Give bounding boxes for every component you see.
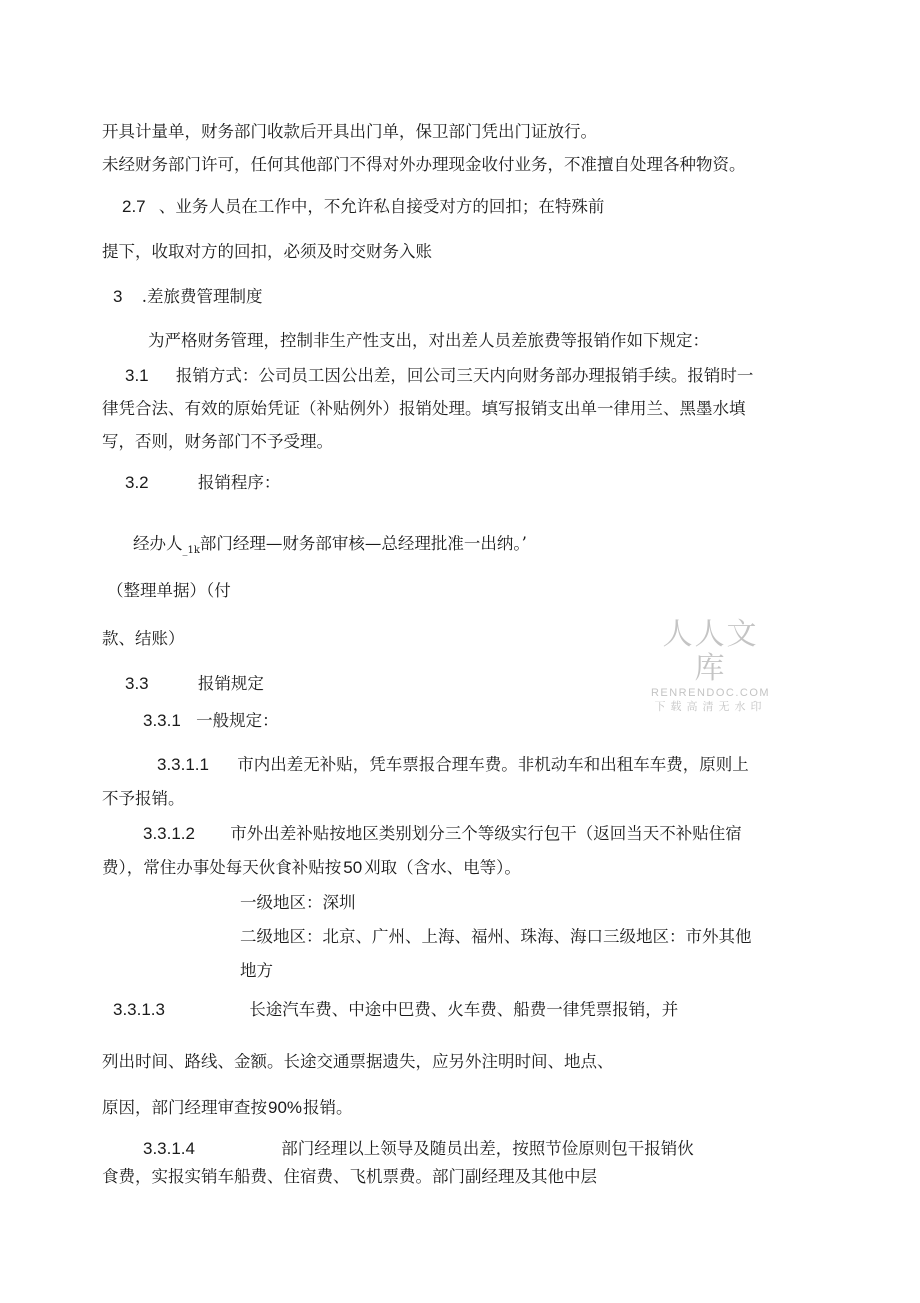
intro-paragraph: 为严格财务管理，控制非生产性支出，对出差人员差旅费等报销作如下规定： [148, 331, 709, 350]
section-number: 3.3.1.3 [113, 1000, 165, 1019]
region-line: 二级地区：北京、广州、上海、福州、珠海、海口三级地区：市外其他 [240, 927, 752, 946]
text-line: 不予报销。 [102, 789, 185, 808]
section-text: 长途汽车费、中途中巴费、火车费、船费一律凭票报销，并 [249, 1000, 679, 1019]
section-text: 报销程序： [197, 473, 281, 492]
section-3-3-1-1 [157, 754, 749, 776]
section-text: 市内出差无补贴，凭车票报合理车费。非机动车和出租车车费，原则上 [237, 755, 749, 774]
text-line: 写，否则，财务部门不予受理。 [102, 432, 333, 451]
text-line: 未经财务部门许可，任何其他部门不得对外办理现金收付业务，不准擅自处理各种物资。 [102, 155, 746, 174]
section-3-2 [125, 472, 280, 494]
section-number: 3.2 [125, 473, 149, 492]
section-number: 3.3.1.4 [143, 1139, 195, 1158]
region-line: 地方 [240, 961, 273, 980]
section-3-1 [125, 365, 753, 387]
text-line: 提下，收取对方的回扣，必须及时交财务入账 [102, 242, 432, 261]
section-3-3-1-4 [143, 1138, 694, 1160]
text-line: 律凭合法、有效的原始凭证（补贴例外）报销处理。填写报销支出单一律用兰、黑墨水填 [102, 399, 746, 418]
watermark-site: RENRENDOC.COM [650, 687, 771, 699]
section-number: 3.1 [125, 366, 149, 385]
flow-note: （整理单据）（付 [107, 581, 231, 600]
flow-start: 经办人 [133, 534, 183, 553]
section-text: 报销规定 [197, 674, 264, 693]
section-number: 3 [113, 287, 123, 306]
section-3-3-1-3 [113, 999, 678, 1021]
section-2-7 [122, 196, 604, 218]
watermark-title: 人人文库 [662, 617, 759, 686]
section-3-3-1-2 [143, 823, 742, 845]
watermark-caption: 下载高清无水印 [654, 700, 767, 713]
section-text: 市外出差补贴按地区类别划分三个等级实行包干（返回当天不补贴住宿 [230, 824, 742, 843]
text-line: 食费，实报实销车船费、住宿费、飞机票费。部门副经理及其他中层 [102, 1167, 597, 1186]
watermark-logo [648, 618, 773, 714]
flow-note: 款、结账） [102, 629, 185, 648]
section-number: 3.3.1.2 [143, 824, 195, 843]
text-segment: 报销。 [303, 1098, 353, 1117]
amount-value: 50 [343, 858, 363, 877]
text-line [102, 857, 521, 879]
percent-value: 90% [268, 1098, 303, 1117]
section-text: 报销方式：公司员工因公出差，回公司三天内向财务部办理报销手续。报销时一 [175, 366, 754, 385]
text-segment: 原因，部门经理审查按 [102, 1098, 267, 1117]
text-line [102, 1097, 353, 1119]
section-3-3 [125, 673, 264, 695]
section-3-3-1 [143, 710, 279, 732]
text-segment: 费），常住办事处每天伙食补贴按 [102, 858, 342, 877]
section-3-heading [113, 286, 262, 308]
section-number: 3.3.1.1 [157, 755, 209, 774]
region-line: 一级地区：深圳 [240, 893, 356, 912]
section-number: 3.3 [125, 674, 149, 693]
section-text: 部门经理以上领导及随员出差，按照节俭原则包干报销伙 [281, 1139, 694, 1158]
flow-subscript: _1k [182, 545, 200, 556]
section-number: 3.3.1 [143, 711, 181, 730]
approval-flow [133, 533, 527, 562]
section-number: 2.7 [122, 197, 146, 216]
section-text: 一般规定： [196, 711, 279, 730]
text-line: 列出时间、路线、金额。长途交通票据遗失，应另外注明时间、地点、 [102, 1052, 614, 1071]
section-text: 、业务人员在工作中，不允许私自接受对方的回扣；在特殊前 [158, 197, 605, 216]
flow-rest: 部门经理—财务部审核—总经理批准一出纳。’ [199, 534, 527, 553]
text-segment: 刈取（含水、电等）。 [364, 858, 521, 877]
text-line: 开具计量单，财务部门收款后开具出门单，保卫部门凭出门证放行。 [102, 122, 597, 141]
section-title: .差旅费管理制度 [141, 287, 263, 306]
